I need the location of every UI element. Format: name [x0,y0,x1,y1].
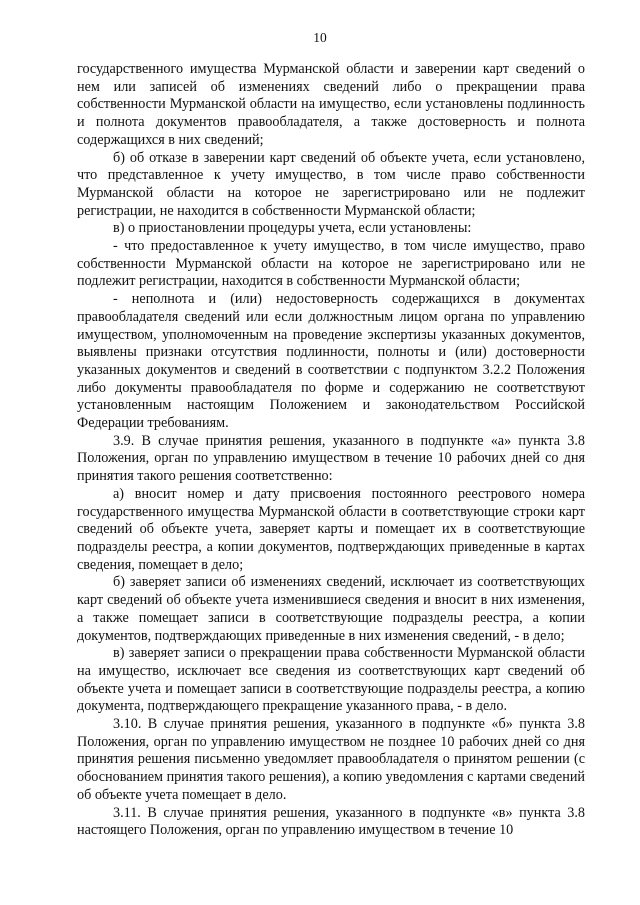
paragraph-subitem-b: б) об отказе в заверении карт сведений об объекте учета, если установлено, что представленное к учету имущество, в том числе право собственности Мурманской области на которое не зарегистрировано или не подлежит регистрации, не находится в собственности Мурманской области; [77,149,585,219]
paragraph-subitem-v: в) о приостановлении процедуры учета, если установлены: [113,220,472,237]
paragraph-dash-item-1: - что предоставленное к учету имущество, в том числе имущество, право собственности Мурманской области на которое не зарегистрировано или не подлежит регистрации, находится в собственности Мурманской области; [77,238,585,290]
paragraph-dash-item-2: - неполнота и (или) недостоверность содержащихся в документах правообладателя сведений или если должностным лицом органа по управлению имуществом, уполномоченным на проведение экспертизы указанных документов, выявлены признаки отсутствия подлинности, полноты и (или) достоверности указанных документов и сведений в соответствии с подпунктом 3.2.2 Положения либо документы правообладателя по форме и содержанию не соответствуют установленным настоящим Положением и законодательством Российской Федерации требованиям. [77,291,585,432]
paragraph-continuation: государственного имущества Мурманской области и заверении карт сведений о нем или записей об изменениях сведений либо о прекращении права собственности Мурманской области на имущество, если установлены подлинность и полнота документов правообладателя, а также достоверность и полнота содержащихся в них сведений; [77,61,585,148]
paragraph-clause-3-9-b: б) заверяет записи об изменениях сведений, исключает из соответствующих карт сведений об объекте учета изменившиеся сведения и вносит в них изменения, а также помещает записи в соответствующие подразделы реестра, а копии документов, подтверждающих приведенные в них изменения сведений, - в дело; [77,574,585,644]
paragraph-clause-3-9-a: а) вносит номер и дату присвоения постоянного реестрового номера государственного имущества Мурманской области в соответствующие строки карт сведений об объекте учета, заверяет карты и помещает их в соответствующие подразделы реестра, а копии документов, подтверждающих приведенные в картах сведения, помещает в дело; [77,485,585,573]
page-number: 10 [313,30,327,45]
paragraph-clause-3-9-v: в) заверяет записи о прекращении права собственности Мурманской области на имущество, исключает все сведения из соответствующих карт сведений об объекте учета и помещает записи в соответствующие подразделы реестра, а копию документа, подтверждающего прекращение указанного права, - в дело. [77,645,585,715]
document-body [77,61,585,840]
paragraph-clause-3-10: 3.10. В случае принятия решения, указанного в подпункте «б» пункта 3.8 Положения, орган по управлению имуществом не позднее 10 рабочих дней со дня принятия решения письменно уведомляет правообладателя о принятом решении (с обоснованием принятия такого решения), а копию уведомления с картами сведений об объекте учета помещает в дело. [77,716,585,803]
paragraph-clause-3-11: 3.11. В случае принятия решения, указанного в подпункте «в» пункта 3.8 настоящего Положения, орган по управлению имуществом в течение 10 [77,804,585,839]
paragraph-clause-3-9: 3.9. В случае принятия решения, указанного в подпункте «а» пункта 3.8 Положения, орган по управлению имуществом в течение 10 рабочих дней со дня принятия такого решения соответственно: [77,432,585,485]
